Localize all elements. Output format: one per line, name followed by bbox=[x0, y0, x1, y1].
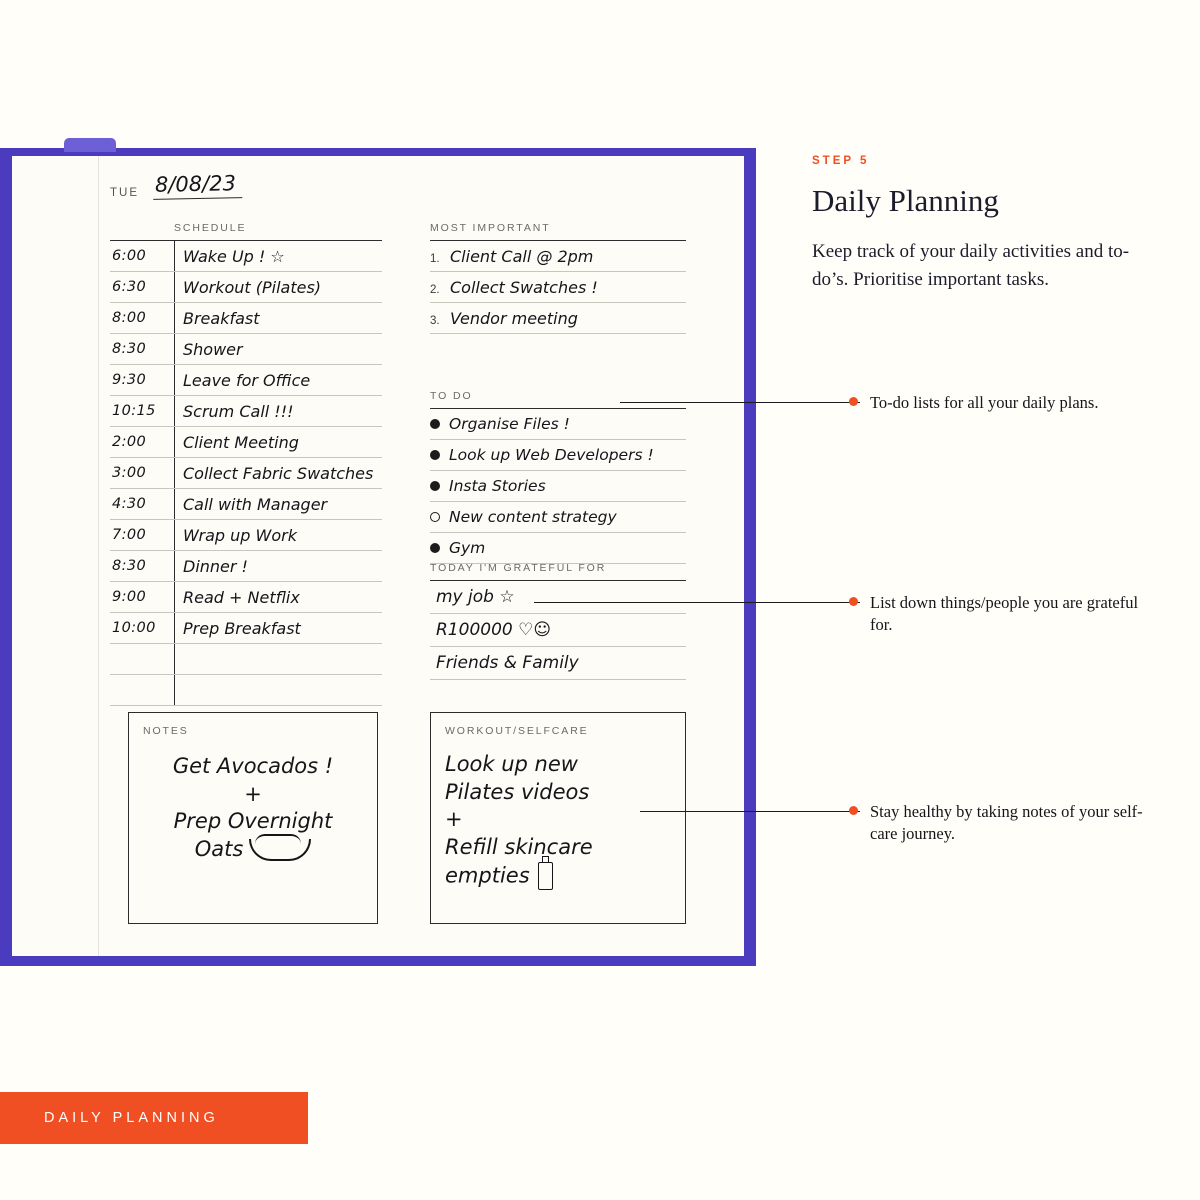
schedule-time: 10:15 bbox=[112, 403, 156, 419]
notes-content bbox=[143, 753, 363, 864]
list-item bbox=[430, 303, 686, 334]
schedule-time: 2:00 bbox=[112, 434, 147, 450]
schedule-divider bbox=[174, 675, 175, 705]
list-item bbox=[430, 409, 686, 440]
schedule-row bbox=[110, 427, 382, 458]
explainer-panel bbox=[812, 155, 1152, 312]
workout-selfcare-box bbox=[430, 712, 686, 924]
schedule-task: Call with Manager bbox=[183, 494, 328, 514]
schedule-time: 9:30 bbox=[112, 372, 147, 388]
schedule-time: 6:00 bbox=[112, 248, 147, 264]
schedule-time: 8:30 bbox=[112, 558, 147, 574]
callout bbox=[849, 801, 1149, 846]
notes-line-with-doodle bbox=[143, 836, 363, 864]
schedule-section bbox=[110, 222, 382, 706]
item-number: 2. bbox=[430, 284, 440, 296]
workout-line-with-doodle bbox=[445, 862, 671, 890]
day-label: TUE bbox=[110, 187, 139, 199]
list-item bbox=[430, 440, 686, 471]
checkbox-icon[interactable] bbox=[430, 512, 440, 522]
schedule-row bbox=[110, 582, 382, 613]
list-item bbox=[430, 614, 686, 647]
schedule-time: 4:30 bbox=[112, 496, 147, 512]
workout-label: WORKOUT/SELFCARE bbox=[445, 725, 589, 737]
schedule-row bbox=[110, 272, 382, 303]
list-item bbox=[430, 272, 686, 303]
schedule-row bbox=[110, 365, 382, 396]
schedule-time: 8:00 bbox=[112, 310, 147, 326]
checkbox-icon[interactable] bbox=[430, 450, 440, 460]
book-tab-marker bbox=[64, 138, 116, 152]
explainer-description: Keep track of your daily activities and to-do’s. Prioritise important tasks. bbox=[812, 241, 1130, 290]
todo-text: New content strategy bbox=[449, 508, 617, 526]
schedule-time: 10:00 bbox=[112, 620, 156, 636]
item-number: 1. bbox=[430, 253, 440, 265]
schedule-task: Client Meeting bbox=[183, 432, 299, 452]
schedule-time: 3:00 bbox=[112, 465, 147, 481]
schedule-table bbox=[110, 240, 382, 706]
grateful-section bbox=[430, 562, 686, 680]
bullet-dot-icon bbox=[849, 597, 858, 606]
most-important-list bbox=[430, 240, 686, 334]
workout-line: empties bbox=[445, 863, 530, 888]
list-item bbox=[430, 647, 686, 680]
bottle-doodle-icon bbox=[538, 862, 553, 890]
bullet-dot-icon bbox=[849, 806, 858, 815]
todo-list bbox=[430, 408, 686, 564]
callout-leader-line bbox=[534, 602, 860, 603]
schedule-row bbox=[110, 675, 382, 706]
item-text: Client Call @ 2pm bbox=[450, 246, 594, 266]
schedule-task: Leave for Office bbox=[183, 370, 311, 390]
checkbox-icon[interactable] bbox=[430, 481, 440, 491]
schedule-row bbox=[110, 241, 382, 272]
step-eyebrow: STEP 5 bbox=[812, 155, 870, 167]
list-item bbox=[430, 581, 686, 614]
schedule-task: Workout (Pilates) bbox=[183, 277, 322, 297]
most-important-label: MOST IMPORTANT bbox=[430, 222, 551, 234]
callout-leader-line bbox=[640, 811, 860, 812]
schedule-row bbox=[110, 489, 382, 520]
schedule-task: Dinner ! bbox=[183, 556, 248, 576]
notes-line: + bbox=[244, 781, 262, 806]
schedule-row bbox=[110, 613, 382, 644]
grateful-list bbox=[430, 580, 686, 680]
schedule-row bbox=[110, 303, 382, 334]
list-item bbox=[430, 471, 686, 502]
todo-section bbox=[430, 390, 686, 564]
list-item bbox=[430, 241, 686, 272]
schedule-row bbox=[110, 520, 382, 551]
notes-label: NOTES bbox=[143, 725, 189, 737]
todo-label: TO DO bbox=[430, 390, 473, 402]
notes-line: Get Avocados ! bbox=[172, 754, 334, 778]
list-item bbox=[430, 502, 686, 533]
list-item bbox=[430, 533, 686, 564]
footer-tag bbox=[0, 1092, 308, 1144]
schedule-row bbox=[110, 644, 382, 675]
workout-content bbox=[445, 751, 671, 890]
schedule-divider bbox=[174, 644, 175, 674]
grateful-text: my job ☆ bbox=[436, 587, 515, 607]
callout bbox=[849, 392, 1149, 414]
schedule-time: 7:00 bbox=[112, 527, 147, 543]
schedule-row bbox=[110, 458, 382, 489]
schedule-task: Collect Fabric Swatches bbox=[183, 463, 374, 483]
bullet-dot-icon bbox=[849, 397, 858, 406]
workout-line: Look up new bbox=[445, 752, 578, 776]
todo-text: Insta Stories bbox=[449, 477, 546, 495]
notes-line: Oats bbox=[194, 837, 244, 862]
callout bbox=[849, 592, 1149, 637]
workout-line: + bbox=[445, 807, 463, 832]
page-title: Daily Planning bbox=[812, 183, 999, 218]
item-number: 3. bbox=[430, 315, 440, 327]
most-important-section bbox=[430, 222, 686, 334]
footer-label: DAILY PLANNING bbox=[44, 1110, 219, 1126]
schedule-task: Scrum Call !!! bbox=[183, 401, 294, 421]
todo-text: Organise Files ! bbox=[449, 415, 570, 433]
callout-leader-line bbox=[620, 402, 860, 403]
schedule-task: Shower bbox=[183, 339, 243, 359]
notes-box bbox=[128, 712, 378, 924]
bowl-doodle-icon bbox=[249, 839, 311, 861]
schedule-task: Breakfast bbox=[183, 308, 260, 328]
workout-line: Refill skincare bbox=[445, 835, 593, 860]
schedule-time: 8:30 bbox=[112, 341, 147, 357]
page-gutter-line bbox=[98, 156, 99, 956]
schedule-task: Wrap up Work bbox=[183, 525, 297, 545]
schedule-time: 6:30 bbox=[112, 279, 147, 295]
todo-text: Gym bbox=[449, 539, 486, 557]
callout-text: To-do lists for all your daily plans. bbox=[870, 393, 1099, 412]
checkbox-icon[interactable] bbox=[430, 419, 440, 429]
schedule-time: 9:00 bbox=[112, 589, 147, 605]
schedule-task: Read + Netflix bbox=[183, 587, 300, 607]
schedule-row bbox=[110, 551, 382, 582]
notes-line: Prep Overnight bbox=[173, 809, 333, 834]
schedule-task: Prep Breakfast bbox=[183, 618, 301, 638]
date-value: 8/08/23 bbox=[153, 171, 243, 200]
callout-text: Stay healthy by taking notes of your self-care journey. bbox=[870, 802, 1143, 844]
callout-text: List down things/people you are grateful for. bbox=[870, 593, 1139, 635]
schedule-task: Wake Up ! ☆ bbox=[183, 246, 285, 266]
grateful-label: TODAY I'M GRATEFUL FOR bbox=[430, 562, 607, 574]
date-header bbox=[110, 172, 242, 199]
todo-text: Look up Web Developers ! bbox=[449, 446, 654, 464]
workout-line: Pilates videos bbox=[445, 779, 590, 804]
schedule-row bbox=[110, 334, 382, 365]
grateful-text: Friends & Family bbox=[436, 653, 579, 673]
grateful-text: R100000 ♡☺ bbox=[436, 620, 552, 640]
schedule-row bbox=[110, 396, 382, 427]
schedule-label: SCHEDULE bbox=[174, 222, 247, 234]
item-text: Collect Swatches ! bbox=[450, 277, 598, 297]
checkbox-icon[interactable] bbox=[430, 543, 440, 553]
item-text: Vendor meeting bbox=[450, 308, 578, 328]
